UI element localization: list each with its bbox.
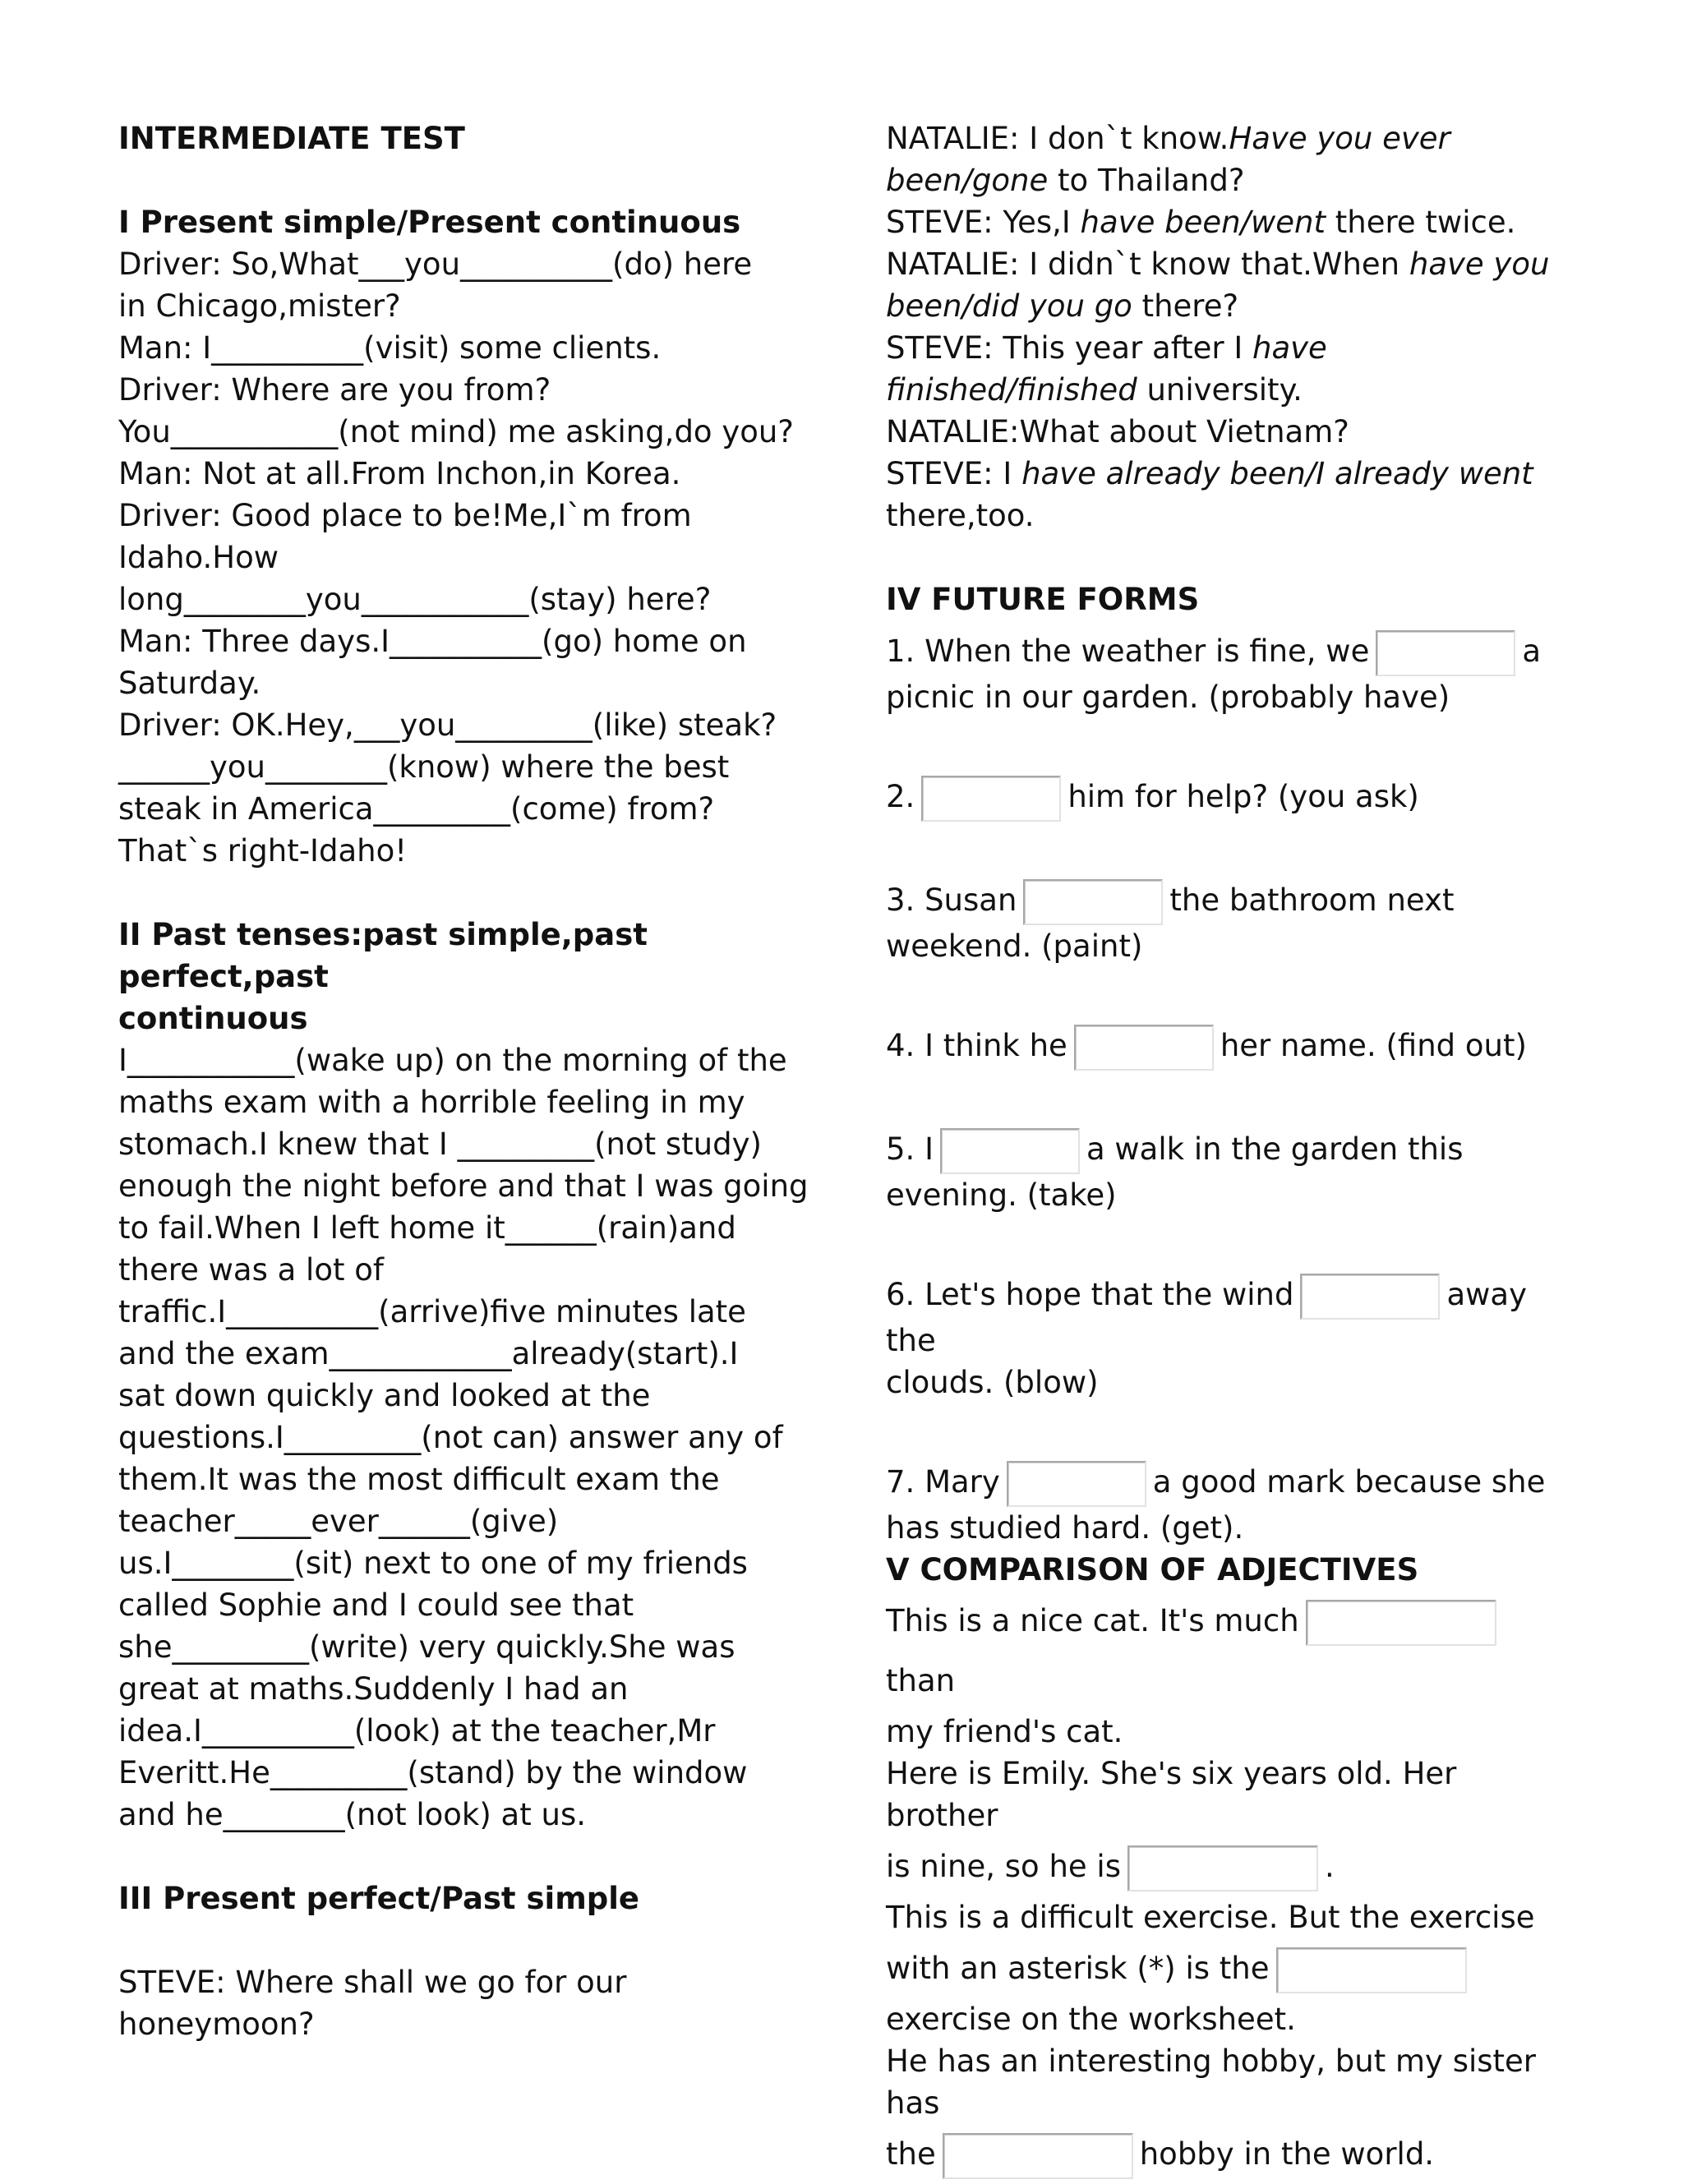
- answer-input-7[interactable]: [1007, 1461, 1146, 1507]
- section-2-heading: II Past tenses:past simple,past perfect,past: [118, 917, 648, 994]
- future-question-7: 7. Mary a good mark because she: [886, 1461, 1568, 1507]
- natalie-line-2: NATALIE: I didn`t know that.When have you: [886, 247, 1550, 282]
- natalie-line-3: NATALIE:What about Vietnam?: [886, 414, 1349, 449]
- s2-line: and the exam____________already(start).I: [118, 1336, 739, 1371]
- steve-line-1: STEVE: Where shall we go for our honeymoon?: [118, 1965, 627, 2042]
- s1-line: Saturday.: [118, 666, 261, 701]
- future-question-5: 5. I a walk in the garden this: [886, 1128, 1568, 1174]
- s1-line: Man: Three days.I__________(go) home on: [118, 624, 747, 659]
- future-question-5-cont: evening. (take): [886, 1177, 1117, 1213]
- s1-line: long________you___________(stay) here?: [118, 582, 712, 617]
- comparison-item-3: This is a difficult exercise. But the exercise: [886, 1900, 1535, 1935]
- s1-line: Driver: So,What___you__________(do) here: [118, 247, 753, 282]
- s2-line: and he________(not look) at us.: [118, 1797, 586, 1832]
- s1-line: You___________(not mind) me asking,do you?: [118, 414, 794, 449]
- steve-line-4-cont: there,too.: [886, 498, 1035, 533]
- s2-line: called Sophie and I could see that: [118, 1587, 634, 1623]
- steve-line-2: STEVE: Yes,I have been/went there twice.: [886, 205, 1516, 240]
- steve-line-4: STEVE: I have already been/I already went: [886, 456, 1533, 491]
- comparison-input-2[interactable]: [1127, 1845, 1318, 1891]
- section-5-heading: V COMPARISON OF ADJECTIVES: [886, 1552, 1419, 1587]
- s1-line: That`s right-Idaho!: [118, 833, 408, 869]
- future-question-6: 6. Let's hope that the wind away the: [886, 1274, 1568, 1362]
- comparison-item-1: This is a nice cat. It's muchthan: [886, 1591, 1568, 1711]
- s1-line: in Chicago,mister?: [118, 288, 401, 324]
- s2-line: enough the night before and that I was going: [118, 1168, 809, 1204]
- s1-line: Man: I__________(visit) some clients.: [118, 330, 662, 366]
- s2-line: she_________(write) very quickly.She was: [118, 1629, 735, 1665]
- s2-line: I___________(wake up) on the morning of the: [118, 1043, 787, 1078]
- s1-line: ______you________(know) where the best: [118, 749, 730, 785]
- s2-line: there was a lot of: [118, 1252, 384, 1288]
- future-question-1: 1. When the weather is fine, we a: [886, 630, 1568, 676]
- s2-line: sat down quickly and looked at the: [118, 1378, 651, 1413]
- s2-line: questions.I_________(not can) answer any of: [118, 1420, 783, 1455]
- future-question-4: 4. I think he her name. (find out): [886, 1025, 1568, 1071]
- s2-line: teacher_____ever______(give): [118, 1504, 559, 1539]
- natalie-line-1-cont: been/gone to Thailand?: [886, 163, 1245, 198]
- s2-line: traffic.I__________(arrive)five minutes late: [118, 1294, 746, 1329]
- comparison-item-1-cont: my friend's cat.: [886, 1714, 1123, 1749]
- future-question-3: 3. Susan the bathroom next: [886, 879, 1568, 925]
- s1-line: Driver: Where are you from?: [118, 372, 551, 408]
- comparison-input-4[interactable]: [943, 2133, 1133, 2179]
- s2-line: to fail.When I left home it______(rain)and: [118, 1210, 736, 1246]
- steve-line-3-cont: finished/finished university.: [886, 372, 1303, 408]
- s1-line: Idaho.How: [118, 540, 279, 575]
- answer-input-5[interactable]: [940, 1128, 1080, 1174]
- future-question-2: 2. him for help? (you ask): [886, 776, 1568, 822]
- comparison-item-4-cont: the hobby in the world.: [886, 2124, 1568, 2184]
- answer-input-3[interactable]: [1023, 879, 1163, 925]
- answer-input-2[interactable]: [921, 776, 1061, 822]
- comparison-item-2: Here is Emily. She's six years old. Her brother: [886, 1756, 1457, 1833]
- comparison-item-3-cont: with an asterisk (*) is the: [886, 1938, 1568, 1998]
- answer-input-1[interactable]: [1376, 630, 1515, 676]
- section-3-heading: III Present perfect/Past simple: [118, 1881, 640, 1916]
- answer-input-4[interactable]: [1074, 1025, 1214, 1071]
- section-4-heading: IV FUTURE FORMS: [886, 582, 1200, 617]
- future-question-6-cont: clouds. (blow): [886, 1365, 1099, 1400]
- comparison-item-2-cont: is nine, so he is .: [886, 1836, 1568, 1896]
- test-title: INTERMEDIATE TEST: [118, 121, 465, 156]
- section-1-heading: I Present simple/Present continuous: [118, 205, 741, 240]
- left-column: [118, 117, 809, 2045]
- comparison-item-4: He has an interesting hobby, but my sister has: [886, 2043, 1537, 2121]
- s2-line: great at maths.Suddenly I had an: [118, 1671, 629, 1707]
- future-question-7-cont: has studied hard. (get).: [886, 1510, 1244, 1546]
- s2-line: Everitt.He_________(stand) by the window: [118, 1755, 748, 1790]
- s2-line: stomach.I knew that I _________(not study): [118, 1127, 762, 1162]
- answer-input-6[interactable]: [1300, 1274, 1440, 1320]
- s1-line: Driver: OK.Hey,___you_________(like) steak?: [118, 707, 777, 743]
- comparison-input-1[interactable]: [1306, 1600, 1496, 1646]
- right-column: [886, 117, 1568, 2184]
- future-question-1-cont: picnic in our garden. (probably have): [886, 680, 1450, 715]
- s2-line: them.It was the most difficult exam the: [118, 1462, 720, 1497]
- s1-line: Man: Not at all.From Inchon,in Korea.: [118, 456, 681, 491]
- steve-line-3: STEVE: This year after I have: [886, 330, 1327, 366]
- comparison-input-3[interactable]: [1276, 1947, 1467, 1993]
- natalie-line-1: NATALIE: I don`t know.Have you ever: [886, 121, 1450, 156]
- s1-line: steak in America_________(come) from?: [118, 791, 715, 827]
- s2-line: maths exam with a horrible feeling in my: [118, 1085, 745, 1120]
- comparison-item-3-end: exercise on the worksheet.: [886, 2002, 1296, 2037]
- section-2-heading-cont: continuous: [118, 1001, 308, 1036]
- future-question-3-cont: weekend. (paint): [886, 928, 1143, 964]
- s2-line: us.I________(sit) next to one of my friends: [118, 1546, 748, 1581]
- s2-line: idea.I__________(look) at the teacher,Mr: [118, 1713, 716, 1749]
- s1-line: Driver: Good place to be!Me,I`m from: [118, 498, 692, 533]
- natalie-line-2-cont: been/did you go there?: [886, 288, 1239, 324]
